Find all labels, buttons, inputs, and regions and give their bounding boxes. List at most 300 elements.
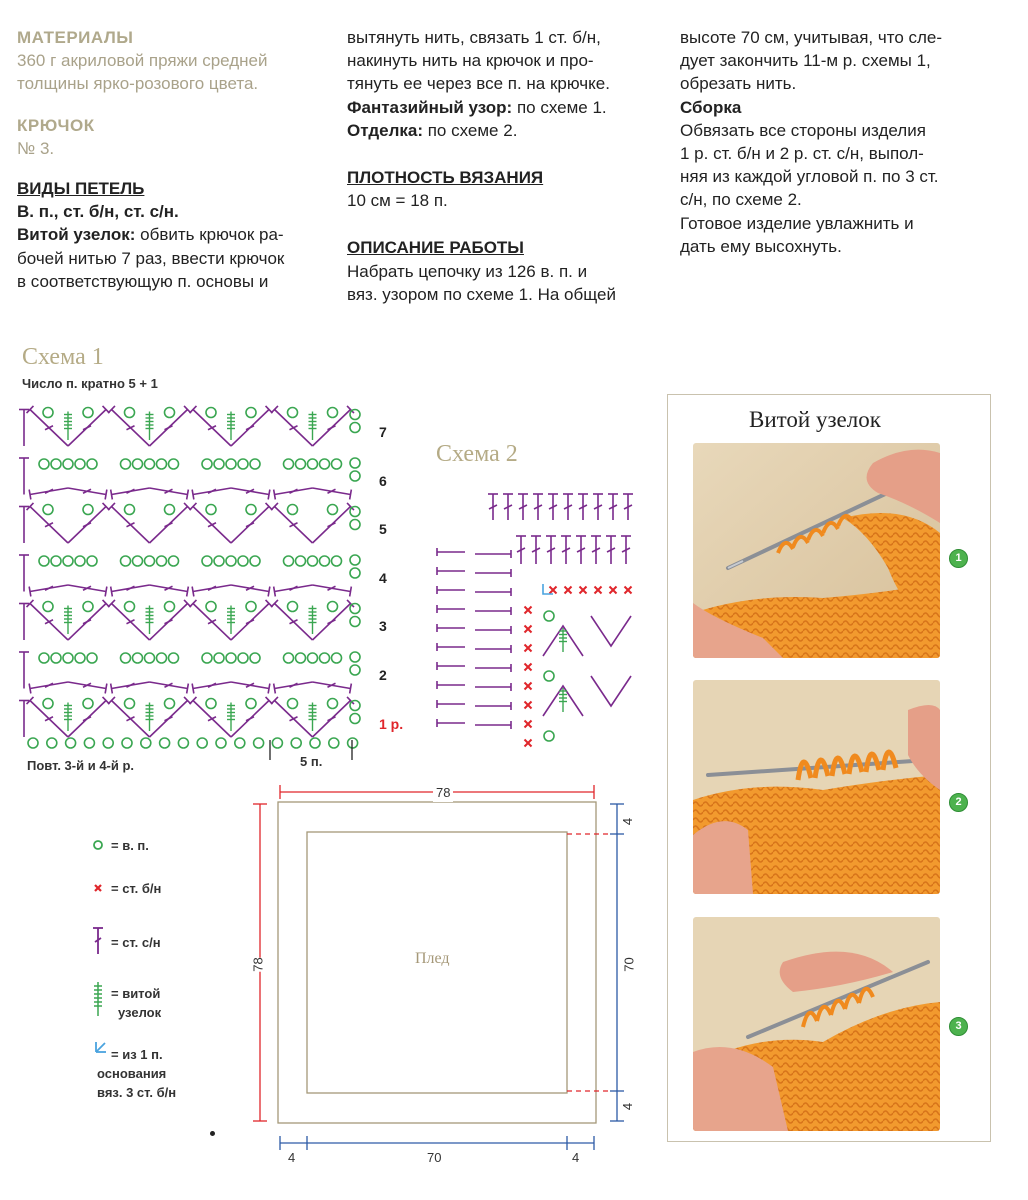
chain-stitch-symbol [284, 556, 294, 566]
chain-stitch-symbol [43, 602, 53, 612]
density-title: ПЛОТНОСТЬ ВЯЗАНИЯ [347, 168, 544, 188]
twisted-knot-symbol [309, 606, 317, 635]
finish-label: Отделка: [347, 120, 423, 140]
chain-stitch-symbol [165, 505, 175, 515]
chain-stitch-symbol [296, 459, 306, 469]
chain-stitch-symbol [328, 699, 338, 709]
twisted-knot-symbol [64, 703, 72, 732]
twisted-knot-symbol [559, 688, 567, 712]
dim-right-mid-label: 70 [621, 957, 637, 972]
chain-stitch-symbol [214, 459, 224, 469]
chain-stitch-symbol [63, 459, 73, 469]
chain-stitch-symbol [43, 699, 53, 709]
stitches-title: ВИДЫ ПЕТЕЛЬ [17, 179, 145, 199]
double-crochet-symbol [27, 406, 68, 446]
double-crochet-symbol [108, 600, 149, 640]
cont3-line-3: обрезать нить. [680, 74, 797, 94]
chain-stitch-symbol [226, 459, 236, 469]
finish-text: по схеме 2. [423, 120, 518, 140]
chain-stitch-symbol [246, 699, 256, 709]
scheme2-title: Схема 2 [436, 441, 518, 467]
chain-stitch-symbol [226, 653, 236, 663]
chain-stitch-symbol [160, 738, 170, 748]
chain-stitch-symbol [250, 459, 260, 469]
twisted-knot-line-3: в соответствующую п. основы и [17, 271, 269, 291]
row-label-2: 2 [379, 667, 387, 683]
double-crochet-symbol [29, 585, 68, 596]
stitches-list: В. п., ст. б/н, ст. с/н. [17, 202, 179, 222]
chain-stitch-symbol [544, 671, 554, 681]
work-line-2: вяз. узором по схеме 1. На общей [347, 284, 616, 304]
column-materials [17, 26, 320, 293]
chain-stitch-icon [94, 841, 102, 849]
double-crochet-symbol [190, 406, 231, 446]
double-crochet-symbol [150, 697, 191, 737]
double-crochet-symbol [231, 406, 272, 446]
double-crochet-symbol [231, 503, 272, 543]
double-crochet-symbol [313, 682, 352, 693]
finish-line [347, 119, 653, 142]
chain-stitch-symbol [238, 653, 248, 663]
dim-top-label: 78 [433, 783, 453, 802]
hook-value: № 3. [17, 138, 55, 158]
double-crochet-symbol [313, 600, 354, 640]
single-crochet-symbol [525, 664, 532, 671]
chain-stitch-symbol [296, 653, 306, 663]
chain-stitch-symbol [254, 738, 264, 748]
chain-stitch-symbol [121, 459, 131, 469]
chain-stitch-symbol [51, 653, 61, 663]
chain-stitch-symbol [145, 459, 155, 469]
chain-stitch-symbol [43, 505, 53, 515]
bullet-dot [210, 1131, 215, 1136]
repeat-label: 5 п. [300, 754, 323, 769]
legend-twisted-1: = витой [111, 986, 161, 1001]
double-crochet-symbol [621, 536, 631, 564]
chain-stitch-symbol [125, 602, 135, 612]
twisted-knot-symbol [227, 703, 235, 732]
chain-stitch-symbol [350, 423, 360, 433]
materials-line-1: 360 г акриловой пряжи средней [17, 51, 268, 71]
chain-stitch-symbol [329, 738, 339, 748]
double-crochet-symbol [488, 494, 498, 520]
chain-stitch-symbol [350, 520, 360, 530]
chain-stitch-symbol [75, 653, 85, 663]
chain-stitch-symbol [296, 556, 306, 566]
plaid-plan [240, 780, 660, 1170]
double-crochet-symbol [546, 536, 556, 564]
legend-inc-1: = из 1 п. [111, 1047, 163, 1062]
twisted-knot-symbol [309, 412, 317, 441]
double-crochet-symbol [29, 682, 68, 693]
chain-stitch-symbol [284, 459, 294, 469]
double-crochet-symbol [190, 503, 231, 543]
chain-stitch-symbol [157, 653, 167, 663]
chain-stitch-symbol [39, 459, 49, 469]
legend-dc: = ст. с/н [111, 935, 161, 950]
v-stitch [591, 676, 631, 706]
chain-stitch-symbol [51, 459, 61, 469]
chain-stitch-symbol [157, 459, 167, 469]
twisted-knot-symbol [146, 606, 154, 635]
single-crochet-symbol [525, 626, 532, 633]
chain-stitch-symbol [165, 408, 175, 418]
cont-line-3: тянуть ее через все п. на крючке. [347, 74, 610, 94]
chain-stitch-symbol [214, 556, 224, 566]
double-crochet-symbol [68, 697, 109, 737]
step-badge-3: 3 [949, 1017, 968, 1036]
double-crochet-symbol [150, 682, 189, 693]
double-crochet-symbol [108, 503, 149, 543]
scheme1-diagram [0, 390, 420, 760]
double-crochet-symbol [548, 494, 558, 520]
scheme1-subtitle: Число п. кратно 5 + 1 [22, 376, 158, 391]
double-crochet-symbol [68, 503, 109, 543]
double-crochet-symbol [531, 536, 541, 564]
chain-stitch-symbol [83, 505, 93, 515]
double-crochet-symbol [518, 494, 528, 520]
row-label-7: 7 [379, 424, 387, 440]
double-crochet-symbol [190, 697, 231, 737]
twisted-knot-symbol [309, 703, 317, 732]
single-crochet-symbol [610, 587, 617, 594]
double-crochet-symbol [68, 406, 109, 446]
chain-stitch-symbol [178, 738, 188, 748]
chain-stitch-symbol [66, 738, 76, 748]
assembly-line-4: с/н, по схеме 2. [680, 190, 802, 210]
chain-stitch-symbol [246, 602, 256, 612]
assembly-line-1: Обвязать все стороны изделия [680, 120, 926, 140]
dim-bottom-right-label: 4 [572, 1150, 580, 1165]
chain-stitch-symbol [350, 555, 360, 565]
double-crochet-symbol [608, 494, 618, 520]
chain-stitch-symbol [165, 602, 175, 612]
chain-stitch-symbol [103, 738, 113, 748]
cont-line-1: вытянуть нить, связать 1 ст. б/н, [347, 28, 601, 47]
chain-stitch-symbol [169, 459, 179, 469]
chain-stitch-symbol [350, 458, 360, 468]
double-crochet-symbol [150, 600, 191, 640]
chain-stitch-symbol [75, 556, 85, 566]
double-crochet-symbol [192, 488, 231, 499]
double-crochet-symbol [150, 488, 189, 499]
chain-stitch-symbol [214, 653, 224, 663]
photo-step-3 [693, 917, 940, 1131]
chain-stitch-symbol [272, 738, 282, 748]
plaid-label: Плед [415, 950, 450, 967]
v-stitch [591, 616, 631, 646]
chain-stitch-symbol [350, 604, 360, 614]
single-crochet-symbol [625, 587, 632, 594]
density-text: 10 см = 18 п. [347, 191, 448, 211]
double-crochet-symbol [108, 406, 149, 446]
twisted-knot-icon [94, 982, 102, 1016]
double-crochet-symbol [68, 585, 107, 596]
chain-stitch-symbol [320, 459, 330, 469]
single-crochet-symbol [580, 587, 587, 594]
chain-stitch-symbol [121, 653, 131, 663]
twisted-knot-symbol [146, 703, 154, 732]
row-label-1: 1 р. [379, 716, 404, 732]
final-line-2: дать ему высохнуть. [680, 236, 842, 256]
scheme2-diagram [425, 480, 645, 760]
double-crochet-symbol [111, 488, 150, 499]
chain-stitch-symbol [328, 602, 338, 612]
twisted-knot-symbol [64, 412, 72, 441]
increase-icon [96, 1042, 106, 1052]
double-crochet-symbol [192, 585, 231, 596]
double-crochet-symbol [68, 488, 107, 499]
double-crochet-symbol [563, 494, 573, 520]
double-crochet-symbol [68, 600, 109, 640]
chain-stitch-symbol [87, 459, 97, 469]
materials-title: МАТЕРИАЛЫ [17, 28, 134, 47]
chain-stitch-symbol [350, 507, 360, 517]
repeat-note: Повт. 3-й и 4-й р. [27, 758, 135, 773]
chain-stitch-symbol [63, 653, 73, 663]
chain-stitch-symbol [250, 556, 260, 566]
photo-panel-title: Витой узелок [749, 407, 881, 432]
legend-chain: = в. п. [111, 838, 149, 853]
chain-stitch-symbol [246, 408, 256, 418]
chain-stitch-symbol [133, 556, 143, 566]
row-label-3: 3 [379, 618, 387, 634]
chain-stitch-symbol [250, 653, 260, 663]
double-crochet-symbol [190, 600, 231, 640]
photo-step-2 [693, 680, 940, 894]
double-crochet-symbol [108, 697, 149, 737]
work-title: ОПИСАНИЕ РАБОТЫ [347, 238, 524, 258]
assembly-line-2: 1 р. ст. б/н и 2 р. ст. с/н, выпол- [680, 144, 924, 164]
double-crochet-symbol [150, 585, 189, 596]
scheme1-title: Схема 1 [22, 344, 104, 370]
double-crochet-symbol [606, 536, 616, 564]
chain-stitch-symbol [133, 459, 143, 469]
chain-stitch-symbol [47, 738, 57, 748]
double-crochet-symbol [231, 600, 272, 640]
dim-left-label: 78 [250, 957, 266, 972]
single-crochet-symbol [550, 587, 557, 594]
chain-stitch-symbol [216, 738, 226, 748]
chain-stitch-symbol [310, 738, 320, 748]
double-crochet-symbol [150, 503, 191, 543]
hook-title: КРЮЧОК [17, 115, 95, 135]
chain-stitch-symbol [169, 653, 179, 663]
chain-stitch-symbol [350, 471, 360, 481]
chain-stitch-symbol [238, 556, 248, 566]
final-line-1: Готовое изделие увлажнить и [680, 213, 914, 233]
legend-symbols [88, 836, 108, 1076]
chain-stitch-symbol [246, 505, 256, 515]
double-crochet-symbol [533, 494, 543, 520]
chain-stitch-symbol [75, 459, 85, 469]
chain-stitch-symbol [350, 652, 360, 662]
column-description [347, 26, 653, 306]
chain-stitch-symbol [288, 408, 298, 418]
double-crochet-symbol [271, 503, 312, 543]
chain-stitch-symbol [332, 653, 342, 663]
chain-stitch-symbol [238, 459, 248, 469]
cont3-line-1: высоте 70 см, учитывая, что сле- [680, 28, 943, 47]
twisted-knot-symbol [146, 412, 154, 441]
legend-inc-3: вяз. 3 ст. б/н [97, 1085, 177, 1100]
chain-stitch-symbol [332, 459, 342, 469]
chain-stitch-symbol [235, 738, 245, 748]
dim-right-bot-label: 4 [620, 1102, 636, 1111]
cont-line-2: накинуть нить на крючок и про- [347, 51, 594, 71]
column-assembly [680, 26, 986, 258]
double-crochet-symbol [578, 494, 588, 520]
chain-stitch-symbol [206, 408, 216, 418]
row-label-6: 6 [379, 473, 387, 489]
chain-stitch-symbol [226, 556, 236, 566]
single-crochet-symbol [525, 721, 532, 728]
chain-stitch-symbol [122, 738, 132, 748]
double-crochet-symbol [192, 682, 231, 693]
row-label-4: 4 [379, 570, 387, 586]
double-crochet-symbol [516, 536, 526, 564]
double-crochet-symbol [29, 488, 68, 499]
photo-step-1 [693, 443, 940, 658]
chain-stitch-symbol [350, 701, 360, 711]
single-crochet-symbol [565, 587, 572, 594]
double-crochet-symbol [274, 488, 313, 499]
chain-stitch-symbol [320, 556, 330, 566]
chain-stitch-symbol [197, 738, 207, 748]
twisted-knot-text-1: обвить крючок ра- [135, 225, 284, 245]
dim-bottom-left-label: 4 [288, 1150, 296, 1165]
twisted-knot-label: Витой узелок: [17, 225, 136, 245]
chain-stitch-symbol [121, 556, 131, 566]
double-crochet-symbol [27, 503, 68, 543]
double-crochet-symbol [27, 697, 68, 737]
single-crochet-symbol [525, 645, 532, 652]
single-crochet-symbol [525, 740, 532, 747]
step-badge-2: 2 [949, 793, 968, 812]
chain-stitch-symbol [332, 556, 342, 566]
double-crochet-symbol [231, 682, 270, 693]
fancy-pattern-text: по схеме 1. [512, 97, 607, 117]
chain-stitch-symbol [350, 617, 360, 627]
chain-stitch-symbol [133, 653, 143, 663]
double-crochet-symbol [503, 494, 513, 520]
single-crochet-symbol [525, 683, 532, 690]
chain-stitch-symbol [350, 714, 360, 724]
chain-stitch-symbol [39, 653, 49, 663]
dim-bottom-mid-label: 70 [427, 1150, 442, 1165]
chain-stitch-symbol [350, 410, 360, 420]
chain-stitch-symbol [206, 602, 216, 612]
double-crochet-symbol [593, 494, 603, 520]
work-line-1: Набрать цепочку из 126 в. п. и [347, 261, 588, 281]
chain-stitch-symbol [83, 602, 93, 612]
step-badge-1: 1 [949, 549, 968, 568]
chain-stitch-symbol [288, 505, 298, 515]
fancy-pattern-line [347, 96, 653, 119]
double-crochet-symbol [274, 585, 313, 596]
chain-stitch-symbol [125, 699, 135, 709]
double-crochet-symbol [111, 585, 150, 596]
chain-stitch-symbol [202, 459, 212, 469]
single-crochet-symbol [525, 702, 532, 709]
double-crochet-symbol [274, 682, 313, 693]
chain-stitch-symbol [206, 699, 216, 709]
chain-stitch-symbol [39, 556, 49, 566]
chain-stitch-symbol [145, 653, 155, 663]
chain-stitch-symbol [288, 602, 298, 612]
chain-stitch-symbol [544, 611, 554, 621]
single-crochet-symbol [595, 587, 602, 594]
chain-stitch-symbol [165, 699, 175, 709]
assembly-title: Сборка [680, 97, 742, 117]
single-crochet-symbol [525, 607, 532, 614]
materials-line-2: толщины ярко-розового цвета. [17, 74, 259, 94]
dimension-right-guides [567, 834, 612, 1091]
legend-inc-2: основания [97, 1066, 167, 1081]
double-crochet-symbol [561, 536, 571, 564]
chain-stitch-symbol [202, 653, 212, 663]
chain-stitch-symbol [328, 408, 338, 418]
legend-twisted-2: узелок [118, 1005, 162, 1020]
twisted-knot-symbol [227, 412, 235, 441]
dim-right-top-label: 4 [620, 817, 636, 826]
chain-stitch-symbol [308, 653, 318, 663]
chain-stitch-symbol [87, 653, 97, 663]
double-crochet-symbol [68, 682, 107, 693]
twisted-knot-paragraph [17, 223, 320, 246]
row-label-5: 5 [379, 521, 387, 537]
chain-stitch-symbol [125, 505, 135, 515]
double-crochet-symbol [27, 600, 68, 640]
chain-stitch-symbol [320, 653, 330, 663]
double-crochet-symbol [313, 585, 352, 596]
chain-stitch-symbol [84, 738, 94, 748]
twisted-knot-symbol [559, 628, 567, 652]
chain-stitch-symbol [288, 699, 298, 709]
double-crochet-symbol [231, 488, 270, 499]
legend-sc: = ст. б/н [111, 881, 162, 896]
double-crochet-symbol [271, 697, 312, 737]
cont3-line-2: дует закончить 11-м р. схемы 1, [680, 51, 931, 71]
double-crochet-symbol [150, 406, 191, 446]
chain-stitch-symbol [202, 556, 212, 566]
double-crochet-symbol [313, 697, 354, 737]
double-crochet-symbol [231, 585, 270, 596]
chain-stitch-symbol [141, 738, 151, 748]
chain-stitch-symbol [87, 556, 97, 566]
double-crochet-symbol [271, 600, 312, 640]
chain-stitch-symbol [308, 459, 318, 469]
chain-stitch-symbol [169, 556, 179, 566]
chain-stitch-symbol [145, 556, 155, 566]
double-crochet-symbol [111, 682, 150, 693]
chain-stitch-symbol [125, 408, 135, 418]
chain-stitch-symbol [284, 653, 294, 663]
double-crochet-icon [93, 928, 103, 954]
chain-stitch-symbol [83, 408, 93, 418]
chain-stitch-symbol [83, 699, 93, 709]
double-crochet-symbol [231, 697, 272, 737]
chain-stitch-symbol [51, 556, 61, 566]
chain-stitch-symbol [157, 556, 167, 566]
double-crochet-symbol [576, 536, 586, 564]
chain-stitch-symbol [308, 556, 318, 566]
chain-stitch-symbol [206, 505, 216, 515]
double-crochet-symbol [271, 406, 312, 446]
chain-stitch-symbol [328, 505, 338, 515]
double-crochet-symbol [623, 494, 633, 520]
twisted-knot-symbol [64, 606, 72, 635]
